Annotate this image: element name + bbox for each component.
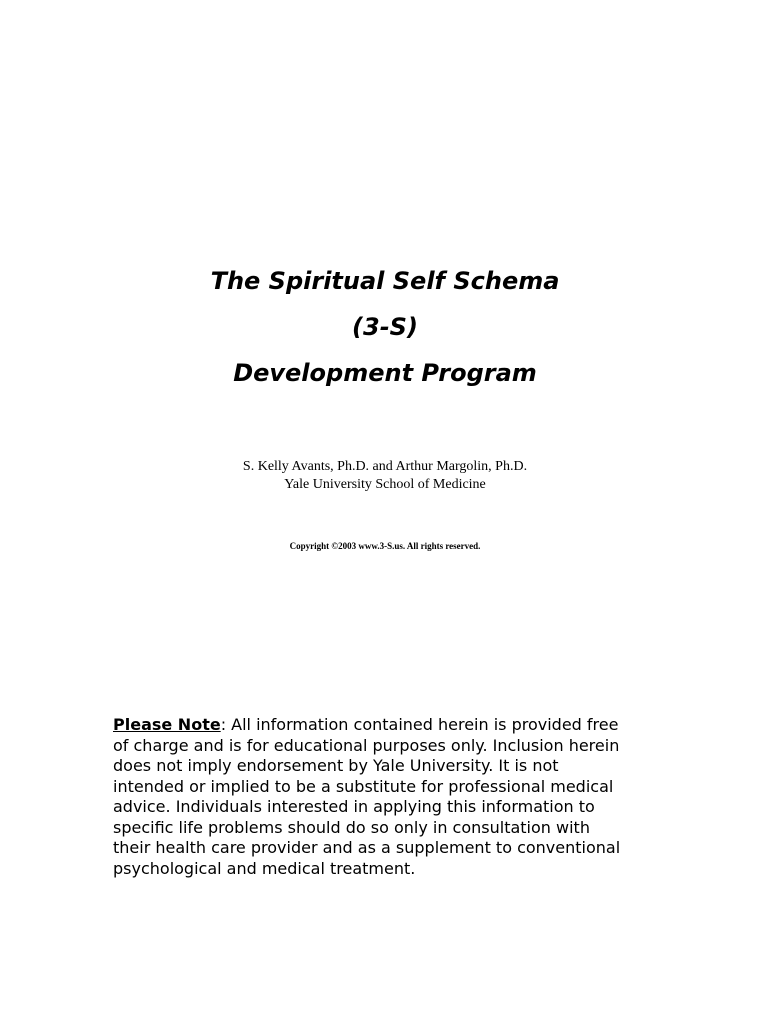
document-title-line-1: The Spiritual Self Schema bbox=[210, 267, 560, 295]
note-label: Please Note bbox=[113, 715, 221, 734]
disclaimer-note bbox=[113, 715, 673, 879]
copyright-notice: Copyright ©2003 www.3-S.us. All rights reserved. bbox=[289, 541, 481, 551]
affiliation-line: Yale University School of Medicine bbox=[284, 477, 486, 492]
note-line: of charge and is for educational purposes only. Inclusion herein bbox=[113, 735, 620, 755]
note-line: does not imply endorsement by Yale University. It is not bbox=[113, 756, 559, 775]
note-line: psychological and medical treatment. bbox=[113, 858, 416, 878]
note-line: their health care provider and as a supplement to conventional bbox=[113, 838, 621, 857]
note-line: advice. Individuals interested in applying this information to bbox=[113, 797, 595, 816]
note-line: intended or implied to be a substitute for professional medical bbox=[113, 776, 614, 796]
document-title-line-3: Development Program bbox=[233, 359, 537, 387]
note-first-line-text: : All information contained herein is provided free bbox=[220, 715, 619, 734]
note-line: specific life problems should do so only in consultation with bbox=[113, 817, 590, 837]
note-line bbox=[113, 715, 673, 736]
authors-line: S. Kelly Avants, Ph.D. and Arthur Margolin, Ph.D. bbox=[242, 459, 528, 474]
document-title-line-2: (3-S) bbox=[352, 313, 418, 341]
